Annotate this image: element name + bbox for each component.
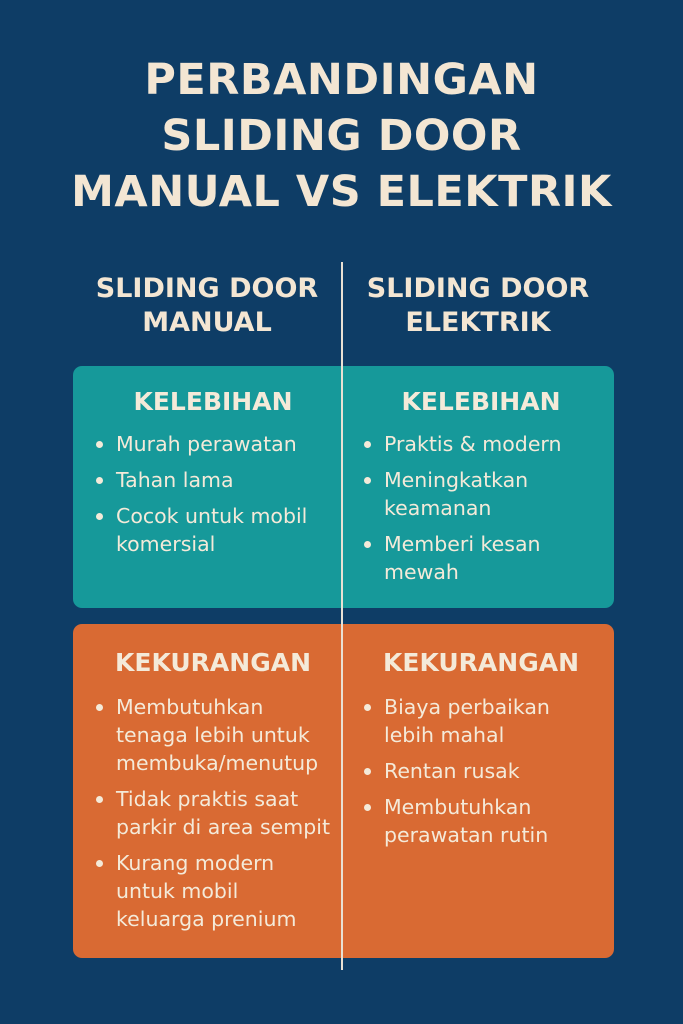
elektrik-kekurangan-list bbox=[356, 693, 606, 849]
list-item-text: lebih mahal bbox=[384, 723, 505, 747]
title-line-2: SLIDING DOOR bbox=[161, 111, 522, 161]
list-item bbox=[356, 757, 606, 785]
elektrik-kelebihan-title: KELEBIHAN bbox=[401, 387, 561, 416]
list-item-text: komersial bbox=[116, 532, 216, 556]
column-header-elektrik bbox=[328, 272, 628, 340]
list-item-text: keluarga prenium bbox=[116, 907, 297, 931]
list-item bbox=[356, 793, 606, 849]
list-item-text: membuka/menutup bbox=[116, 751, 319, 775]
list-item bbox=[88, 430, 338, 458]
elektrik-kekurangan-section bbox=[356, 645, 606, 857]
list-item-text: tenaga lebih untuk bbox=[116, 723, 310, 747]
title-line-1: PERBANDINGAN bbox=[144, 55, 539, 105]
column-header-manual-line-1: SLIDING DOOR bbox=[95, 273, 319, 304]
list-item-text: Membutuhkan bbox=[384, 795, 532, 819]
list-item bbox=[356, 693, 606, 749]
list-item-text: perawatan rutin bbox=[384, 823, 549, 847]
list-item-text: Murah perawatan bbox=[116, 432, 297, 456]
list-item bbox=[88, 466, 338, 494]
elektrik-kelebihan-list bbox=[356, 430, 606, 586]
list-item-text: mewah bbox=[384, 560, 459, 584]
column-header-manual-line-2: MANUAL bbox=[142, 307, 272, 338]
page-title bbox=[0, 52, 683, 220]
list-item-text: untuk mobil bbox=[116, 879, 239, 903]
list-item-text: Rentan rusak bbox=[384, 759, 520, 783]
manual-kelebihan-section bbox=[88, 384, 338, 566]
title-line-3: MANUAL VS ELEKTRIK bbox=[71, 167, 612, 217]
list-item bbox=[88, 502, 338, 558]
elektrik-kekurangan-title: KEKURANGAN bbox=[383, 648, 579, 677]
column-divider bbox=[341, 262, 343, 970]
elektrik-kelebihan-section bbox=[356, 384, 606, 594]
list-item-text: Tahan lama bbox=[116, 468, 234, 492]
list-item bbox=[356, 430, 606, 458]
list-item-text: parkir di area sempit bbox=[116, 815, 330, 839]
list-item-text: Membutuhkan bbox=[116, 695, 264, 719]
manual-kekurangan-title: KEKURANGAN bbox=[115, 648, 311, 677]
list-item bbox=[88, 785, 338, 841]
manual-kekurangan-list bbox=[88, 693, 338, 933]
list-item bbox=[88, 693, 338, 777]
list-item bbox=[88, 849, 338, 933]
list-item-text: Biaya perbaikan bbox=[384, 695, 550, 719]
list-item-text: Memberi kesan bbox=[384, 532, 541, 556]
manual-kelebihan-list bbox=[88, 430, 338, 558]
list-item bbox=[356, 466, 606, 522]
column-header-elektrik-line-2: ELEKTRIK bbox=[405, 307, 551, 338]
column-header-manual bbox=[57, 272, 357, 340]
column-header-elektrik-line-1: SLIDING DOOR bbox=[366, 273, 590, 304]
list-item-text: Tidak praktis saat bbox=[116, 787, 299, 811]
list-item bbox=[356, 530, 606, 586]
list-item-text: Kurang modern bbox=[116, 851, 275, 875]
list-item-text: Cocok untuk mobil bbox=[116, 504, 308, 528]
manual-kelebihan-title: KELEBIHAN bbox=[133, 387, 293, 416]
list-item-text: Praktis & modern bbox=[384, 432, 562, 456]
list-item-text: keamanan bbox=[384, 496, 492, 520]
manual-kekurangan-section bbox=[88, 645, 338, 941]
list-item-text: Meningkatkan bbox=[384, 468, 529, 492]
